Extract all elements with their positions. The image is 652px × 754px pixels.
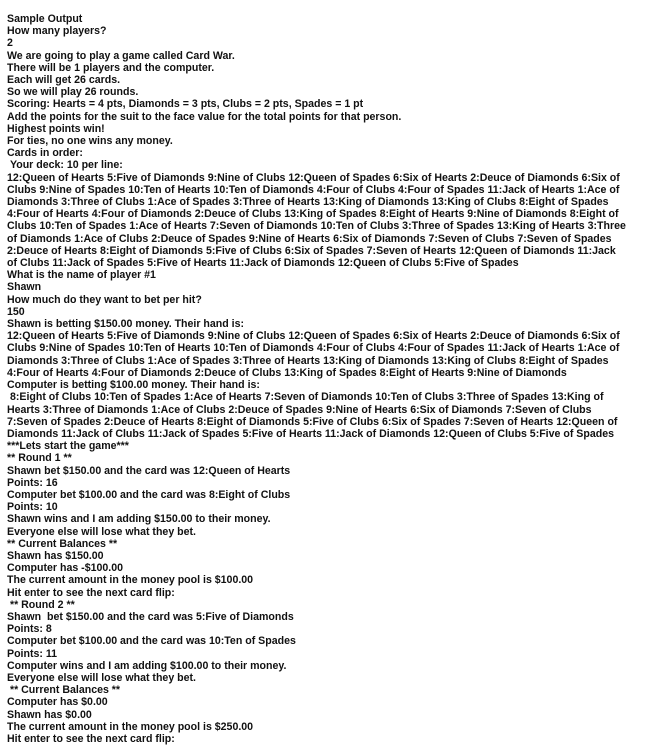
balance-line: Computer has -$100.00 — [7, 562, 123, 575]
output-heading: Sample Output — [7, 13, 83, 25]
console-output — [7, 13, 627, 745]
player-hand-listing: 12:Queen of Hearts 5:Five of Diamonds 9:Nine of Clubs 12:Queen of Spades 6:Six of Hearts 2:Deuce of Diamonds 6:Six of Clubs 9:Nine of Spades 10:Ten of Hearts 10:Ten of Diamonds 4:Four of Clubs 4:Four of Spades 11:Jack of Hearts 1:Ace of Diamonds 3:Three of Clubs 1:Ace of Spades 3:Three of Hearts 13:King of Diamonds 13:King of Clubs 8:Eight of Spades 4:Four of Hearts 4:Four of Diamonds 2:Deuce of Clubs 13:King of Spades 8:Eight of Hearts 9:Nine of Diamonds — [7, 330, 623, 379]
round-line: Computer bet $100.00 and the card was 8:Eight of Clubs — [7, 488, 291, 501]
intro-line: We are going to play a game called Card War. — [7, 49, 235, 62]
player-bet-line: Shawn is betting $150.00 money. Their hand is: — [7, 318, 245, 331]
round-heading: ** Round 1 ** — [7, 452, 72, 465]
user-input-bet-amount: 150 — [7, 305, 25, 318]
round-line: Computer bet $100.00 and the card was 10:Ten of Spades — [7, 635, 296, 648]
round-result: Everyone else will lose what they bet. — [7, 671, 196, 684]
round-result: Everyone else will lose what they bet. — [7, 525, 196, 538]
balance-line: Shawn has $0.00 — [7, 708, 92, 721]
round-line: Points: 10 — [7, 501, 58, 514]
next-flip-prompt: Hit enter to see the next card flip: — [7, 732, 175, 745]
round-line: Points: 11 — [7, 647, 58, 660]
round-result: Shawn wins and I am adding $150.00 to their money. — [7, 513, 271, 526]
scoring-rules: Scoring: Hearts = 4 pts, Diamonds = 3 pts, Clubs = 2 pts, Spades = 1 pt — [7, 98, 364, 111]
scoring-rules: For ties, no one wins any money. — [7, 135, 173, 148]
computer-hand-listing: 8:Eight of Clubs 10:Ten of Spades 1:Ace of Hearts 7:Seven of Diamonds 10:Ten of Clubs 3:Three of Spades 13:King of Hearts 3:Three of Diamonds 1:Ace of Clubs 2:Deuce of Spades 9:Nine of Hearts 6:Six of Diamonds 7:Seven of Clubs 7:Seven of Spades 2:Deuce of Hearts 8:Eight of Diamonds 5:Five of Clubs 6:Six of Spades 7:Seven of Hearts 12:Queen of Diamonds 11:Jack of Clubs 11:Jack of Spades 5:Five of Hearts 11:Jack of Diamonds 12:Queen of Clubs 5:Five of Spades — [7, 391, 621, 440]
balances-heading: ** Current Balances ** — [7, 684, 121, 697]
balances-heading: ** Current Balances ** — [7, 537, 118, 550]
round-line: Points: 8 — [7, 623, 52, 636]
round-line: Points: 16 — [7, 476, 58, 489]
round-heading: ** Round 2 ** — [7, 598, 75, 611]
user-input-player-count: 2 — [7, 37, 13, 50]
money-pool-line: The current amount in the money pool is $250.00 — [7, 720, 254, 733]
computer-bet-line: Computer is betting $100.00 money. Their hand is: — [7, 379, 260, 392]
cards-heading: Cards in order: — [7, 147, 83, 160]
intro-line: There will be 1 players and the computer. — [7, 61, 215, 74]
scoring-rules: Add the points for the suit to the face value for the total points for that person. — [7, 110, 402, 123]
round-line: Shawn bet $150.00 and the card was 5:Five of Diamonds — [7, 610, 294, 623]
prompt-bet-amount: How much do they want to bet per hit? — [7, 293, 202, 306]
game-start-banner: ***Lets start the game*** — [7, 440, 129, 453]
balance-line: Computer has $0.00 — [7, 696, 108, 709]
prompt-player-name: What is the name of player #1 — [7, 269, 156, 282]
intro-line: Each will get 26 cards. — [7, 74, 121, 87]
round-line: Shawn bet $150.00 and the card was 12:Queen of Hearts — [7, 464, 291, 477]
intro-line: So we will play 26 rounds. — [7, 86, 139, 99]
next-flip-prompt: Hit enter to see the next card flip: — [7, 586, 175, 599]
prompt-player-count: How many players? — [7, 25, 107, 38]
balance-line: Shawn has $150.00 — [7, 549, 104, 562]
user-input-player-name: Shawn — [7, 281, 42, 294]
money-pool-line: The current amount in the money pool is $100.00 — [7, 574, 254, 587]
scoring-rules: Highest points win! — [7, 122, 105, 135]
deck-heading: Your deck: 10 per line: — [7, 159, 123, 172]
full-deck-listing: 12:Queen of Hearts 5:Five of Diamonds 9:Nine of Clubs 12:Queen of Spades 6:Six of Hearts 2:Deuce of Diamonds 6:Six of Clubs 9:Nine of Spades 10:Ten of Hearts 10:Ten of Diamonds 4:Four of Clubs 4:Four of Spades 11:Jack of Hearts 1:Ace of Diamonds 3:Three of Clubs 1:Ace of Spades 3:Three of Hearts 13:King of Diamonds 13:King of Clubs 8:Eight of Spades 4:Four of Hearts 4:Four of Diamonds 2:Deuce of Clubs 13:King of Spades 8:Eight of Hearts 9:Nine of Diamonds 8:Eight of Clubs 10:Ten of Spades 1:Ace of Hearts 7:Seven of Diamonds 10:Ten of Clubs 3:Three of Spades 13:King of Hearts 3:Three of Diamonds 1:Ace of Clubs 2:Deuce of Spades 9:Nine of Hearts 6:Six of Diamonds 7:Seven of Clubs 7:Seven of Spades 2:Deuce of Hearts 8:Eight of Diamonds 5:Five of Clubs 6:Six of Spades 7:Seven of Hearts 12:Queen of Diamonds 11:Jack of Clubs 11:Jack of Spades 5:Five of Hearts 11:Jack of Diamonds 12:Queen of Clubs 5:Five of Spades — [7, 171, 629, 270]
round-result: Computer wins and I am adding $100.00 to their money. — [7, 659, 287, 672]
